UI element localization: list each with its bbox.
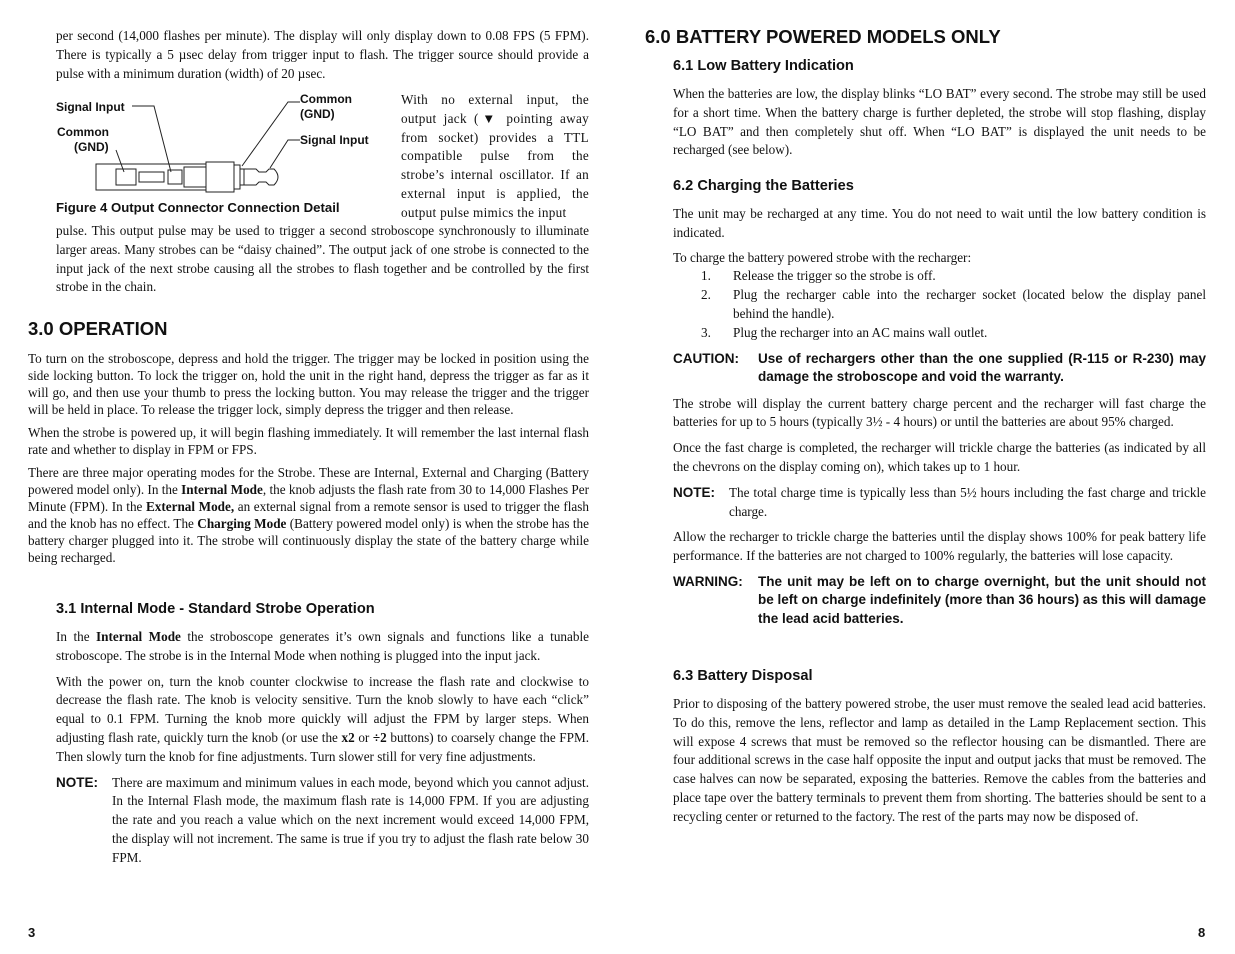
warning-label: WARNING: [673, 573, 743, 589]
step-number: 2. [701, 287, 711, 303]
note-charge-time [673, 484, 1206, 522]
note-text: The total charge time is typically less than 5½ hours including the fast charge and trickle charge. [729, 484, 1206, 519]
x2-button-ref: x2 [341, 729, 355, 745]
page-number-right: 8 [1198, 925, 1206, 940]
charging-body [673, 205, 1206, 628]
label-signal-input-right: Signal Input [300, 133, 369, 147]
disposal-paragraph: Prior to disposing of the battery powered strobe, the user must remove the sealed lead acid batteries. To do this, remove the lens, reflector and lamp as detailed in the Lamp Replacement section. This will expose 4 screws that must be removed so the reflector housing can be dismantled. There are four additional screws in the case half opposite the input and output jacks that must be removed. The case halves can now be separated, exposing the batteries. Remove the cables from the batteries and place tape over the battery terminals to prevent them from shorting. The batteries should be sent to a recycling center or returned to the factory. The rest of the parts may now be disposed of. [673, 696, 1206, 824]
op-p3-text-d: an external signal from a remote sensor is used to trigger the flash and the knob has no effect. The [28, 499, 590, 531]
caution-text: Use of rechargers other than the one supplied (R-115 or R-230) may damage the stroboscope and void the warranty. [758, 350, 1206, 385]
operation-body [28, 350, 589, 566]
step-text: Plug the recharger cable into the recharger socket (located below the display panel behind the handle). [733, 287, 1206, 321]
charging-paragraph-1: The unit may be recharged at any time. You do not need to wait until the low battery condition is indicated. [673, 206, 1206, 240]
figure-output-connector [56, 92, 391, 222]
section-63-heading: 6.3 Battery Disposal [673, 668, 813, 684]
section-3-heading: 3.0 OPERATION [28, 318, 168, 339]
label-common-right: Common [300, 92, 352, 106]
daisy-chain-paragraph: pulse. This output pulse may be used to trigger a second stroboscope synchronously to illuminate larger areas. Many strobes can be “daisy chained”. The output jack of one strobe is connected to the input jack of the next strobe causing all the strobes to flash together and be controlled by the first strobe in the chain. [56, 223, 589, 295]
charging-step [701, 286, 1206, 324]
operation-paragraph-2: When the strobe is powered up, it will begin flashing immediately. It will remember the last internal flash rate and whether to display in FPM or FPS. [28, 425, 589, 457]
note-text: There are maximum and minimum values in each mode, beyond which you cannot adjust. In the Internal Flash mode, the maximum flash rate is 14,000 FPM. If you are adjusting the rate and you reach a value which on the next increment would exceed 14,000 FPM, the display will not increment. The same is true if you try to adjust the flash rate below 30 FPM. [112, 774, 589, 865]
operation-paragraph-3 [28, 464, 589, 566]
label-gnd-left: (GND) [74, 140, 109, 154]
im-p1-text-a: In the [56, 629, 97, 644]
im-p1-internal-mode: Internal Mode [96, 629, 181, 644]
operation-paragraph-1: To turn on the stroboscope, depress and hold the trigger. The trigger may be locked in position using the side locking button. To lock the trigger on, hold the unit in the right hand, depress the trigger as far as it will go, and then use your thumb to press the locking button. You may release the trigger and the trigger will be held in place. To release the trigger lock, simply depress the trigger and then release. [28, 351, 589, 417]
label-common-left: Common [57, 125, 109, 139]
page-number-left: 3 [28, 925, 36, 940]
div2-button-ref: ÷2 [372, 729, 387, 745]
step-number: 3. [701, 324, 711, 340]
step-text: Release the trigger so the strobe is off. [733, 268, 936, 284]
connector-diagram [56, 92, 391, 202]
charging-paragraph-3: The strobe will display the current battery charge percent and the recharger will fast charge the batteries for up to 5 hours (typically 3½ - 4 hours) or until the batteries are about 95% charged. [673, 395, 1206, 430]
left-intro [56, 27, 589, 83]
note-label: NOTE: [56, 774, 98, 790]
op-p3-external-mode: External Mode, [145, 499, 235, 514]
figure-caption: Figure 4 Output Connector Connection Detail [56, 200, 340, 215]
op-p3-text-c: , the knob adjusts the flash rate from 30 to 14,000 Flashes Per Minute (FPM). In the [28, 482, 589, 514]
output-jack-paragraph: With no external input, the output jack (▼ pointing away from socket) provides a TTL compatible pulse from the strobe’s internal oscillator. If an external input is applied, the output pulse mimics the input [401, 92, 589, 220]
warning-block [673, 573, 1206, 629]
im-p2-text-c: or [354, 729, 373, 745]
disposal-body [673, 695, 1206, 827]
warning-text: The unit may be left on to charge overnight, but the unit should not be left on charge indefinitely (more than 36 hours) as this will damage the lead acid batteries. [758, 573, 1206, 626]
label-signal-input-left: Signal Input [56, 100, 125, 114]
caution-label: CAUTION: [673, 350, 739, 366]
internal-mode-paragraph-1 [56, 628, 589, 666]
op-p3-text-e: (Battery powered model only) is when the strobe has the battery charger plugged into it. The strobe will continuously display the state of the battery charge while being recharged. [28, 516, 590, 565]
caution-block [673, 350, 1206, 387]
im-p2-text-e: buttons) to coarsely change the FPM. Then slowly turn the knob for fine adjustments. Turn slower still for very fine adjustments. [56, 729, 589, 764]
section-31-heading-wrap [56, 601, 375, 617]
low-battery-paragraph: When the batteries are low, the display blinks “LO BAT” every second. The strobe may still be used for a short time. When the battery charge is further depleted, the strobe will stop flashing, display “LO BAT” and then completely shut off. When “LO BAT” is displayed the unit needs to be recharged (see below). [673, 86, 1206, 158]
section-62-heading: 6.2 Charging the Batteries [673, 178, 854, 194]
charging-paragraph-2: To charge the battery powered strobe with the recharger: [673, 249, 972, 265]
charging-steps [701, 267, 1206, 342]
charging-paragraph-5: Allow the recharger to trickle charge the batteries until the display shows 100% for peak battery life performance. If the batteries are not charged to 100% regularly, the batteries will lose capacity. [673, 529, 1206, 564]
section-3-heading-wrap [28, 318, 167, 340]
section-6-heading: 6.0 BATTERY POWERED MODELS ONLY [645, 26, 1001, 47]
output-jack-text-block [401, 91, 589, 223]
section-62-heading-wrap [673, 178, 854, 194]
output-jack-continuation [56, 222, 589, 297]
note-internal-mode [56, 774, 589, 868]
im-p2-text-a: With the power on, turn the knob counter clockwise to increase the flash rate and clockwise to decrease the flash rate. The knob is velocity sensitive. Turn the knob slowly to have each “click” equal to 0.1 FPM. Turning the knob more quickly will adjust the FPM by larger steps. When adjusting flash rate, quickly turn the knob (or use the [56, 673, 589, 745]
label-gnd-right: (GND) [300, 107, 335, 121]
op-p3-text-a: There are three major operating modes for the Strobe. These are Internal, External and Charging (Battery powered model only). In the [28, 465, 589, 497]
intro-paragraph: per second (14,000 flashes per minute). The display will only display down to 0.08 FPS (5 FPM). There is typically a 5 µsec delay from trigger input to flash. The trigger source should provide a pulse with a minimum duration (width) of 20 µsec. [56, 28, 589, 81]
step-text: Plug the recharger into an AC mains wall outlet. [733, 324, 988, 340]
note-label: NOTE: [673, 484, 715, 500]
section-6-heading-wrap [645, 26, 1001, 48]
charging-step [701, 267, 1206, 286]
section-61-heading: 6.1 Low Battery Indication [673, 58, 854, 74]
im-p1-text-c: the stroboscope generates it’s own signals and functions like a tunable stroboscope. The strobe is in the Internal Mode when nothing is plugged into the input jack. [56, 629, 589, 663]
section-31-heading: 3.1 Internal Mode - Standard Strobe Operation [56, 601, 375, 617]
section-63-heading-wrap [673, 668, 813, 684]
internal-mode-body [56, 628, 589, 868]
step-number: 1. [701, 268, 711, 284]
op-p3-internal-mode: Internal Mode [181, 482, 263, 497]
charging-step [701, 324, 1206, 343]
charging-paragraph-4: Once the fast charge is completed, the recharger will trickle charge the batteries (as indicated by all the chevrons on the display coming on), which takes up to 1 hour. [673, 440, 1206, 474]
op-p3-charging-mode: Charging Mode [197, 516, 287, 531]
low-battery-body [673, 85, 1206, 160]
internal-mode-paragraph-2 [56, 673, 589, 767]
section-61-heading-wrap [673, 58, 854, 74]
